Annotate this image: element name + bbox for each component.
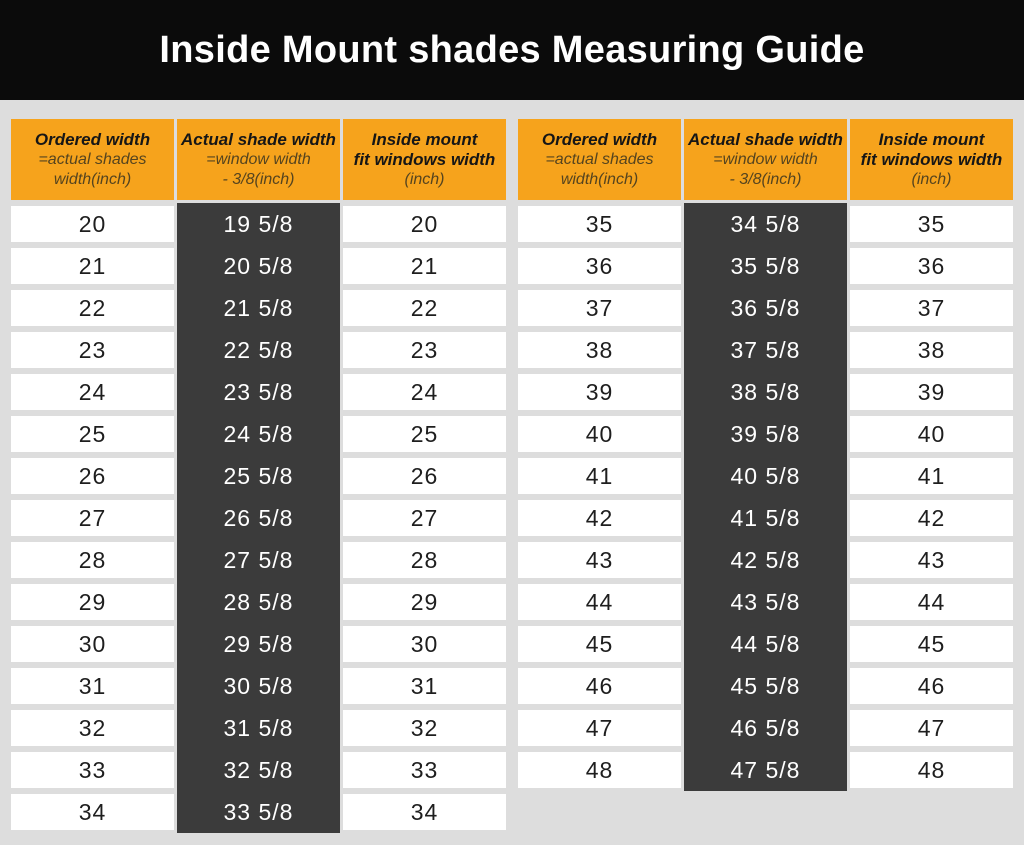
inside-mount-width-cell: 39 xyxy=(850,374,1013,410)
inside-mount-width-cell: 42 xyxy=(850,500,1013,536)
header-subtitle-line: (inch) xyxy=(911,170,952,188)
actual-shade-width-cell: 38 5/8 xyxy=(684,371,847,413)
inside-mount-width-cell: 32 xyxy=(343,710,506,746)
ordered-width-cell: 27 xyxy=(11,500,174,536)
inside-mount-width-cell: 20 xyxy=(343,206,506,242)
ordered-width-cell: 25 xyxy=(11,416,174,452)
ordered-width-cell: 37 xyxy=(518,290,681,326)
inside-mount-width-cell: 21 xyxy=(343,248,506,284)
inside-mount-width-cell: 41 xyxy=(850,458,1013,494)
header-title-line: fit windows width xyxy=(860,149,1003,169)
actual-shade-width-cell: 42 5/8 xyxy=(684,539,847,581)
inside-mount-width-cell: 38 xyxy=(850,332,1013,368)
ordered-width-cell: 29 xyxy=(11,584,174,620)
table-row xyxy=(11,584,506,620)
actual-shade-width-cell: 34 5/8 xyxy=(684,203,847,245)
table-row xyxy=(11,668,506,704)
actual-shade-width-cell: 44 5/8 xyxy=(684,623,847,665)
inside-mount-width-cell: 44 xyxy=(850,584,1013,620)
table-row xyxy=(518,416,1013,452)
actual-shade-width-cell: 31 5/8 xyxy=(177,707,340,749)
inside-mount-width-cell: 23 xyxy=(343,332,506,368)
table-rows xyxy=(11,206,506,836)
inside-mount-width-cell: 26 xyxy=(343,458,506,494)
table-row xyxy=(11,458,506,494)
actual-shade-width-cell: 45 5/8 xyxy=(684,665,847,707)
ordered-width-cell: 48 xyxy=(518,752,681,788)
ordered-width-cell: 38 xyxy=(518,332,681,368)
actual-shade-width-cell: 27 5/8 xyxy=(177,539,340,581)
inside-mount-width-cell: 35 xyxy=(850,206,1013,242)
actual-shade-width-cell: 32 5/8 xyxy=(177,749,340,791)
table-row xyxy=(11,752,506,788)
ordered-width-cell: 45 xyxy=(518,626,681,662)
title-bar xyxy=(0,0,1024,100)
table-row xyxy=(518,752,1013,788)
ordered-width-cell: 44 xyxy=(518,584,681,620)
actual-shade-width-cell: 33 5/8 xyxy=(177,791,340,833)
header-title-line: Inside mount xyxy=(878,129,985,149)
inside-mount-width-cell: 34 xyxy=(343,794,506,830)
actual-shade-width-cell: 26 5/8 xyxy=(177,497,340,539)
ordered-width-cell: 35 xyxy=(518,206,681,242)
inside-mount-width-cell: 31 xyxy=(343,668,506,704)
table-row xyxy=(518,500,1013,536)
inside-mount-width-cell: 37 xyxy=(850,290,1013,326)
table-header xyxy=(11,119,506,200)
ordered-width-cell: 46 xyxy=(518,668,681,704)
header-subtitle-line: (inch) xyxy=(404,170,445,188)
header-ordered-width xyxy=(518,119,681,200)
header-ordered-width xyxy=(11,119,174,200)
table-row xyxy=(11,500,506,536)
actual-shade-width-cell: 46 5/8 xyxy=(684,707,847,749)
actual-shade-width-cell: 30 5/8 xyxy=(177,665,340,707)
measuring-guide-table-left xyxy=(11,119,506,836)
header-inside-mount-width xyxy=(343,119,506,200)
inside-mount-width-cell: 47 xyxy=(850,710,1013,746)
actual-shade-width-cell: 21 5/8 xyxy=(177,287,340,329)
measuring-guide-content xyxy=(0,100,1024,836)
ordered-width-cell: 40 xyxy=(518,416,681,452)
ordered-width-cell: 22 xyxy=(11,290,174,326)
ordered-width-cell: 33 xyxy=(11,752,174,788)
table-row xyxy=(11,206,506,242)
header-inside-mount-width xyxy=(850,119,1013,200)
table-row xyxy=(11,794,506,830)
header-subtitle-line: width(inch) xyxy=(53,170,132,188)
table-row xyxy=(11,626,506,662)
actual-shade-width-cell: 37 5/8 xyxy=(684,329,847,371)
header-title-line: fit windows width xyxy=(353,149,496,169)
ordered-width-cell: 39 xyxy=(518,374,681,410)
table-row xyxy=(518,290,1013,326)
ordered-width-cell: 24 xyxy=(11,374,174,410)
ordered-width-cell: 47 xyxy=(518,710,681,746)
page-title: Inside Mount shades Measuring Guide xyxy=(159,28,865,71)
actual-shade-width-cell: 25 5/8 xyxy=(177,455,340,497)
ordered-width-cell: 42 xyxy=(518,500,681,536)
table-row xyxy=(11,248,506,284)
header-title-line: Ordered width xyxy=(34,129,151,149)
ordered-width-cell: 31 xyxy=(11,668,174,704)
actual-shade-width-cell: 20 5/8 xyxy=(177,245,340,287)
inside-mount-width-cell: 33 xyxy=(343,752,506,788)
actual-shade-width-cell: 39 5/8 xyxy=(684,413,847,455)
inside-mount-width-cell: 36 xyxy=(850,248,1013,284)
actual-shade-width-cell: 28 5/8 xyxy=(177,581,340,623)
table-row xyxy=(518,584,1013,620)
actual-shade-width-cell: 24 5/8 xyxy=(177,413,340,455)
actual-shade-width-cell: 36 5/8 xyxy=(684,287,847,329)
table-row xyxy=(518,206,1013,242)
table-row xyxy=(518,374,1013,410)
actual-shade-width-cell: 35 5/8 xyxy=(684,245,847,287)
actual-shade-width-cell: 47 5/8 xyxy=(684,749,847,791)
table-row xyxy=(518,710,1013,746)
table-row xyxy=(11,416,506,452)
ordered-width-cell: 30 xyxy=(11,626,174,662)
actual-shade-width-cell: 41 5/8 xyxy=(684,497,847,539)
inside-mount-width-cell: 30 xyxy=(343,626,506,662)
measuring-guide-table-right xyxy=(518,119,1013,836)
table-header xyxy=(518,119,1013,200)
header-subtitle-line: - 3/8(inch) xyxy=(222,170,295,188)
inside-mount-width-cell: 25 xyxy=(343,416,506,452)
inside-mount-width-cell: 28 xyxy=(343,542,506,578)
table-row xyxy=(518,332,1013,368)
inside-mount-width-cell: 24 xyxy=(343,374,506,410)
table-row xyxy=(11,332,506,368)
actual-shade-width-cell: 23 5/8 xyxy=(177,371,340,413)
inside-mount-width-cell: 40 xyxy=(850,416,1013,452)
ordered-width-cell: 23 xyxy=(11,332,174,368)
header-subtitle-line: =actual shades xyxy=(545,150,654,168)
ordered-width-cell: 28 xyxy=(11,542,174,578)
ordered-width-cell: 32 xyxy=(11,710,174,746)
table-row xyxy=(518,542,1013,578)
ordered-width-cell: 26 xyxy=(11,458,174,494)
inside-mount-width-cell: 45 xyxy=(850,626,1013,662)
ordered-width-cell: 21 xyxy=(11,248,174,284)
ordered-width-cell: 41 xyxy=(518,458,681,494)
ordered-width-cell: 20 xyxy=(11,206,174,242)
table-row xyxy=(518,248,1013,284)
ordered-width-cell: 34 xyxy=(11,794,174,830)
table-row xyxy=(11,374,506,410)
inside-mount-width-cell: 48 xyxy=(850,752,1013,788)
header-title-line: Inside mount xyxy=(371,129,478,149)
table-row xyxy=(518,668,1013,704)
actual-shade-width-cell: 29 5/8 xyxy=(177,623,340,665)
ordered-width-cell: 43 xyxy=(518,542,681,578)
inside-mount-width-cell: 43 xyxy=(850,542,1013,578)
inside-mount-width-cell: 46 xyxy=(850,668,1013,704)
inside-mount-width-cell: 29 xyxy=(343,584,506,620)
inside-mount-width-cell: 27 xyxy=(343,500,506,536)
header-title-line: Actual shade width xyxy=(688,129,843,149)
actual-shade-width-cell: 19 5/8 xyxy=(177,203,340,245)
table-row xyxy=(11,290,506,326)
table-rows xyxy=(518,206,1013,794)
table-row xyxy=(518,626,1013,662)
header-subtitle-line: - 3/8(inch) xyxy=(729,170,802,188)
header-subtitle-line: =actual shades xyxy=(38,150,147,168)
table-row xyxy=(11,542,506,578)
header-subtitle-line: =window width xyxy=(206,150,311,168)
inside-mount-width-cell: 22 xyxy=(343,290,506,326)
actual-shade-width-cell: 40 5/8 xyxy=(684,455,847,497)
header-actual-shade-width xyxy=(684,119,847,200)
table-row xyxy=(11,710,506,746)
actual-shade-width-cell: 22 5/8 xyxy=(177,329,340,371)
header-title-line: Ordered width xyxy=(541,129,658,149)
header-subtitle-line: =window width xyxy=(713,150,818,168)
header-subtitle-line: width(inch) xyxy=(560,170,639,188)
header-title-line: Actual shade width xyxy=(181,129,336,149)
table-row xyxy=(518,458,1013,494)
actual-shade-width-cell: 43 5/8 xyxy=(684,581,847,623)
ordered-width-cell: 36 xyxy=(518,248,681,284)
header-actual-shade-width xyxy=(177,119,340,200)
